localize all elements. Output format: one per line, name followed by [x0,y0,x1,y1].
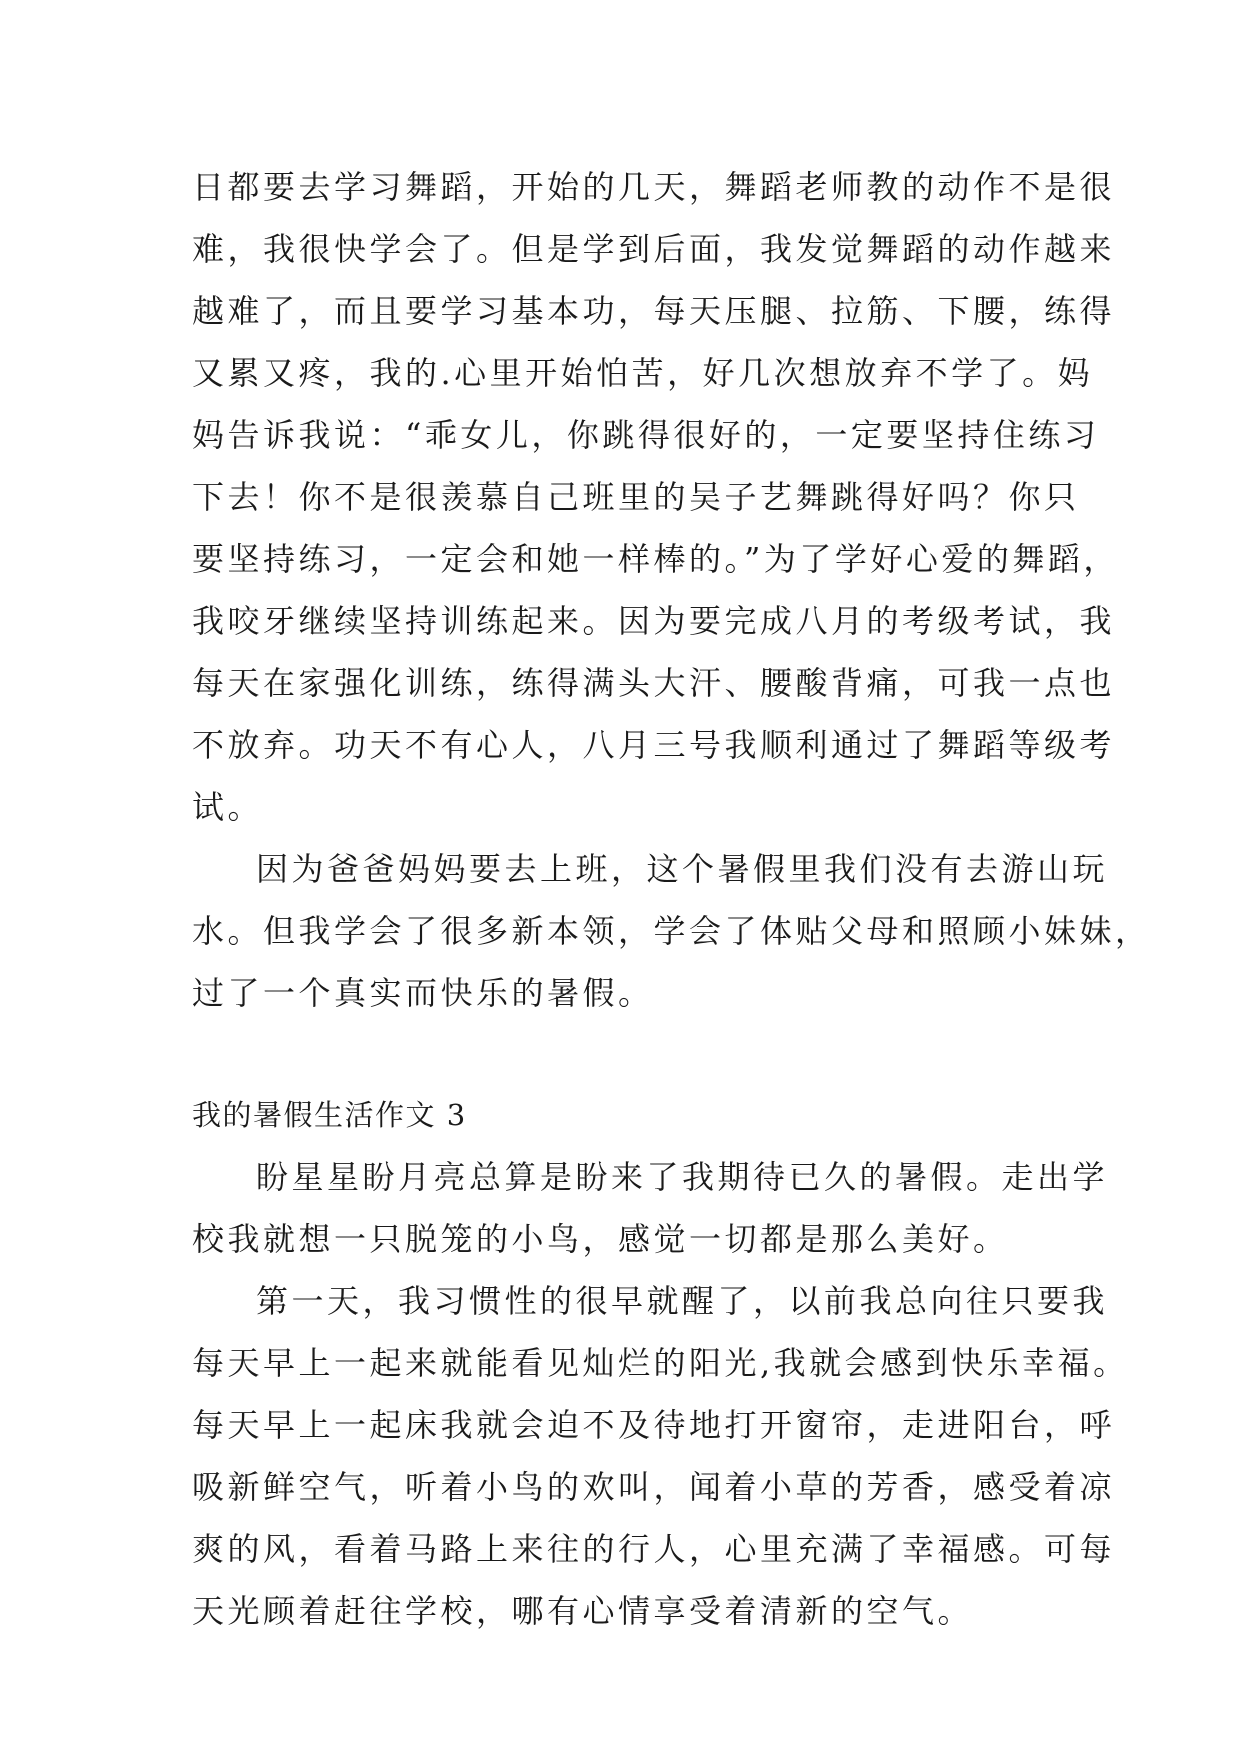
text-line: 过了一个真实而快乐的暑假。 [192,974,654,1012]
text-line: 天光顾着赶往学校，哪有心情享受着清新的空气。 [192,1592,974,1630]
text-line: 试。 [192,788,264,826]
text-line: 要坚持练习，一定会和她一样棒的。”为了学好心爱的舞蹈， [192,540,1119,578]
paragraph [192,1146,1109,1270]
text-line: 又累又疼，我的.心里开始怕苦，好几次想放弃不学了。妈 [192,354,1094,392]
text-line: 难，我很快学会了。但是学到后面，我发觉舞蹈的动作越来 [192,230,1116,268]
paragraph [192,156,1119,838]
text-line: 我咬牙继续坚持训练起来。因为要完成八月的考级考试，我 [192,602,1116,640]
text-line: 每天早上一起来就能看见灿烂的阳光,我就会感到快乐幸福。 [192,1344,1129,1382]
text-line: 校我就想一只脱笼的小鸟，感觉一切都是那么美好。 [192,1220,1009,1258]
paragraph [192,1270,1129,1642]
text-line: 第一天，我习惯性的很早就醒了，以前我总向往只要我 [256,1282,1109,1320]
text-line: 下去！你不是很羡慕自己班里的吴子艺舞跳得好吗？你只 [192,478,1080,516]
text-line: 爽的风，看着马路上来往的行人，心里充满了幸福感。可每 [192,1530,1116,1568]
text-line: 盼星星盼月亮总算是盼来了我期待已久的暑假。走出学 [256,1158,1109,1196]
text-line: 越难了，而且要学习基本功，每天压腿、拉筋、下腰，练得 [192,292,1116,330]
text-line: 不放弃。功天不有心人，八月三号我顺利通过了舞蹈等级考 [192,726,1116,764]
text-line: 因为爸爸妈妈要去上班，这个暑假里我们没有去游山玩 [256,850,1109,888]
section-title: 我的暑假生活作文 3 [192,1098,467,1132]
text-line: 水。但我学会了很多新本领，学会了体贴父母和照顾小妹妹， [192,912,1151,950]
text-line: 每天早上一起床我就会迫不及待地打开窗帘，走进阳台，呼 [192,1406,1116,1444]
section-gap [192,1024,1072,1084]
text-line: 妈告诉我说：“乖女儿，你跳得很好的，一定要坚持住练习 [192,416,1100,454]
paragraph [192,838,1151,1024]
document-body [192,156,1151,1642]
text-line: 吸新鲜空气，听着小鸟的欢叫，闻着小草的芳香，感受着凉 [192,1468,1116,1506]
text-line: 每天在家强化训练，练得满头大汗、腰酸背痛，可我一点也 [192,664,1116,702]
text-line: 日都要去学习舞蹈，开始的几天，舞蹈老师教的动作不是很 [192,168,1116,206]
